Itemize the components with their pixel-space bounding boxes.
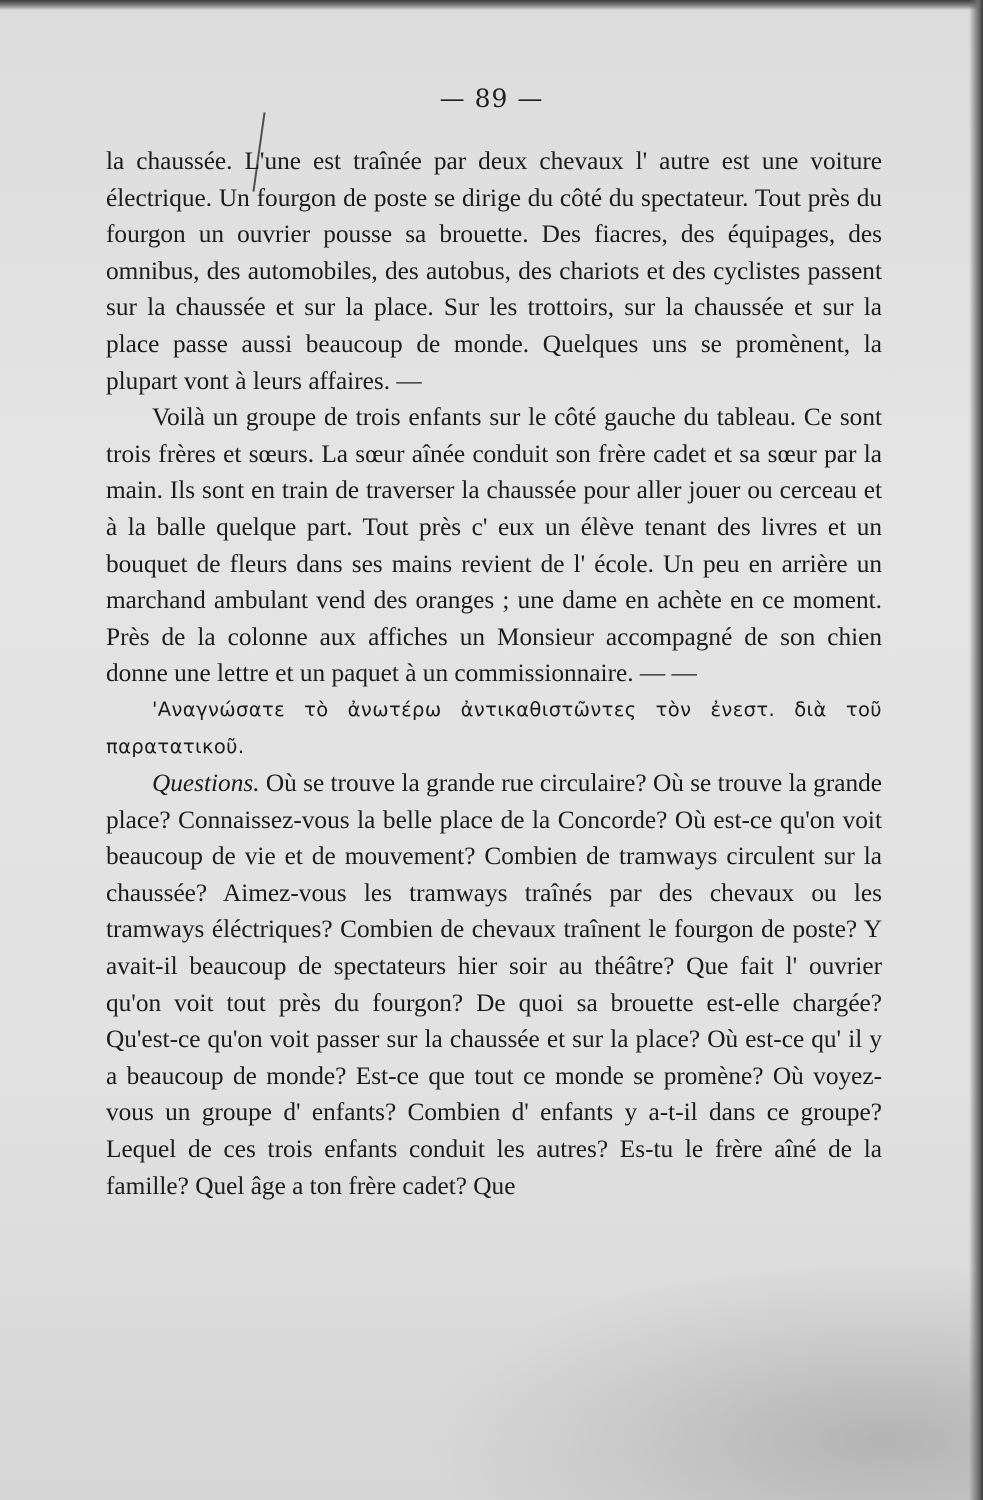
paragraph-children: Voilà un groupe de trois enfants sur le côté gauche du tableau. Ce sont trois frères et sœurs. La sœur aînée conduit son frère cadet et sa sœur par la main. Ils sont en train de traverser la chaussée pour aller jouer ou cerceau et à la balle quelque part. Tout près c' eux un élève tenant des livres et un bouquet de fleurs dans ses mains revient de l' école. Un peu en arrière un marchand ambulant vend des oranges ; une dame en achète en ce moment. Près de la colonne aux affiches un Monsieur accompagné de son chien donne une lettre et un paquet à un commissionnaire. — — <box>106 403 882 688</box>
water-stain <box>420 1260 983 1500</box>
paragraph-questions <box>106 765 882 1204</box>
questions-text: Où se trouve la grande rue circulaire? Où se trouve la grande place? Connaissez-vous la belle place de la Concorde? Où est-ce qu'on voit beaucoup de vie et de mouvement? Combien de tramways circulent sur la chaussée? Aimez-vous les tramways traînés par des chevaux ou les tramways éléctriques? Combien de chevaux traînent le fourgon de poste? Y avait-il beaucoup de spectateurs hier soir au théâtre? Que fait l' ouvrier qu'on voit tout près du fourgon? De quoi sa brouette est-elle chargée? Qu'est-ce qu'on voit passer sur la chaussée et sur la place? Où est-ce qu' il y a beaucoup de monde? Est-ce que tout ce monde se promène? Où voyez-vous un groupe d' enfants? Combien d' enfants y a-t-il dans ce groupe? Lequel de ces trois enfants conduit les autres? Es-tu le frère aîné de la famille? Quel âge a ton frère cadet? Que <box>106 769 882 1200</box>
page-number: — 89 — <box>439 84 544 113</box>
questions-label: Questions. <box>152 769 260 798</box>
body-text <box>106 143 882 1204</box>
paragraph-continuation: la chaussée. L'une est traînée par deux chevaux l' autre est une voiture électrique. Un fourgon de poste se dirige du côté du spectateur. Tout près du fourgon un ouvrier pousse sa brouette. Des fiacres, des équipages, des omnibus, des automobiles, des autobus, des chariots et des cyclistes passent sur la chaussée et sur la place. Sur les trottoirs, sur la chaussée et sur la place passe aussi beaucoup de monde. Quelques uns se promènent, la plupart vont à leurs affaires. — <box>106 147 882 395</box>
greek-instruction: 'Αναγνώσατε τὸ ἀνωτέρω ἀντικαθιστῶντες τὸν ἐνεστ. διὰ τοῦ παρατατικοῦ. <box>106 697 882 758</box>
